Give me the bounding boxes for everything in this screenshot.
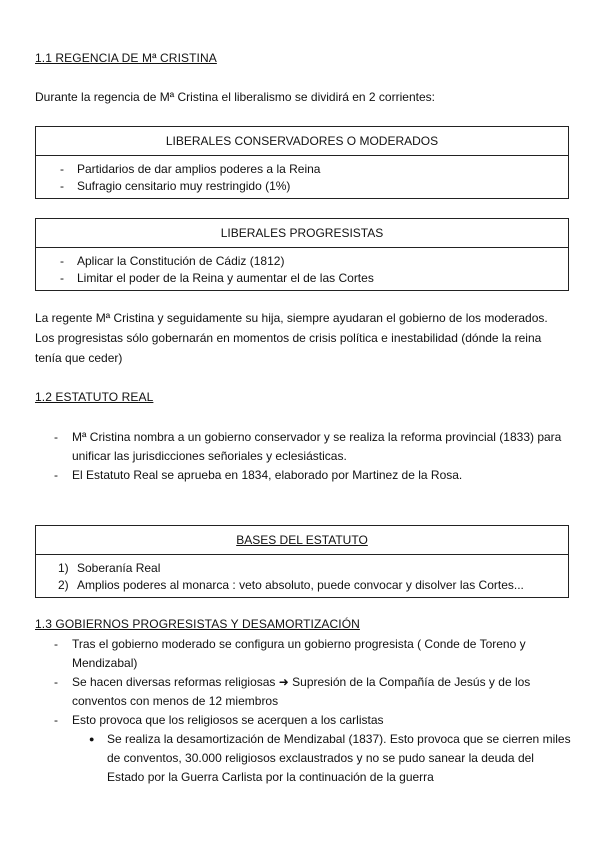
section-1-intro: Durante la regencia de Mª Cristina el liberalismo se dividirá en 2 corrientes: bbox=[35, 90, 435, 104]
section-3-heading: 1.3 GOBIERNOS PROGRESISTAS Y DESAMORTIZACIÓN bbox=[35, 617, 360, 631]
list-item: - Partidarios de dar amplios poderes a la Reina bbox=[60, 162, 321, 176]
dash-marker: - bbox=[60, 270, 64, 285]
dash-marker: - bbox=[54, 637, 58, 651]
bases-box bbox=[35, 525, 569, 598]
list-item: - Esto provoca que los religiosos se acerquen a los carlistas bbox=[35, 711, 571, 730]
number-marker: 2) bbox=[58, 577, 69, 592]
moderados-box-title: LIBERALES CONSERVADORES O MODERADOS bbox=[36, 127, 568, 156]
list-item: - Mª Cristina nombra a un gobierno conservador y se realiza la reforma provincial (1833) para unificar las jurisdicciones señoriales y eclesiásticas. bbox=[54, 430, 562, 463]
dash-marker: - bbox=[54, 713, 58, 727]
list-item: ● Se realiza la desamortización de Mendizabal (1837). Esto provoca que se cierren miles de conventos, 30.000 religiosos exclaustrados y no se pudo sanear la deuda del Estado por la Guerra Carlista por la continuación de la guerra bbox=[89, 732, 571, 784]
progresistas-list bbox=[36, 248, 568, 290]
section-2-list bbox=[35, 428, 571, 485]
bases-list bbox=[36, 555, 568, 597]
progresistas-box bbox=[35, 218, 569, 291]
section-2-heading: 1.2 ESTATUTO REAL bbox=[35, 390, 154, 404]
number-marker: 1) bbox=[58, 561, 69, 575]
moderados-list bbox=[36, 156, 568, 198]
dash-marker: - bbox=[60, 178, 64, 193]
list-item: - Se hacen diversas reformas religiosas ➜ Supresión de la Compañía de Jesús y de los conventos con menos de 12 miembros bbox=[54, 675, 531, 708]
section-1-closing: La regente Mª Cristina y seguidamente su hija, siempre ayudaran el gobierno de los moderados. Los progresistas sólo gobernarán en momentos de crisis política e inestabilidad (dónde la reina tenía que ceder) bbox=[35, 311, 548, 365]
dash-marker: - bbox=[54, 468, 58, 482]
list-item: 1) Soberanía Real bbox=[58, 561, 161, 575]
progresistas-box-title: LIBERALES PROGRESISTAS bbox=[36, 219, 568, 248]
list-item: - Aplicar la Constitución de Cádiz (1812) bbox=[60, 254, 285, 268]
dash-marker: - bbox=[54, 430, 58, 444]
dash-marker: - bbox=[54, 675, 58, 689]
list-item: - Tras el gobierno moderado se configura un gobierno progresista ( Conde de Toreno y Mendizabal) bbox=[54, 637, 526, 670]
list-item: 2) Amplios poderes al monarca : veto absoluto, puede convocar y disolver las Cortes... bbox=[58, 577, 524, 592]
bases-box-title: BASES DEL ESTATUTO bbox=[36, 526, 568, 555]
section-3-list bbox=[35, 635, 571, 787]
sub-list-container bbox=[35, 730, 571, 787]
section-3-sub-list bbox=[35, 730, 571, 787]
list-item: - Sufragio censitario muy restringido (1%) bbox=[60, 178, 291, 193]
dash-marker: - bbox=[60, 254, 64, 268]
list-item: - El Estatuto Real se aprueba en 1834, elaborado por Martinez de la Rosa. bbox=[35, 466, 571, 485]
section-1-heading: 1.1 REGENCIA DE Mª CRISTINA bbox=[35, 51, 217, 65]
list-item: - Limitar el poder de la Reina y aumentar el de las Cortes bbox=[60, 270, 374, 285]
moderados-box bbox=[35, 126, 569, 199]
bullet-marker: ● bbox=[89, 734, 95, 744]
dash-marker: - bbox=[60, 162, 64, 176]
